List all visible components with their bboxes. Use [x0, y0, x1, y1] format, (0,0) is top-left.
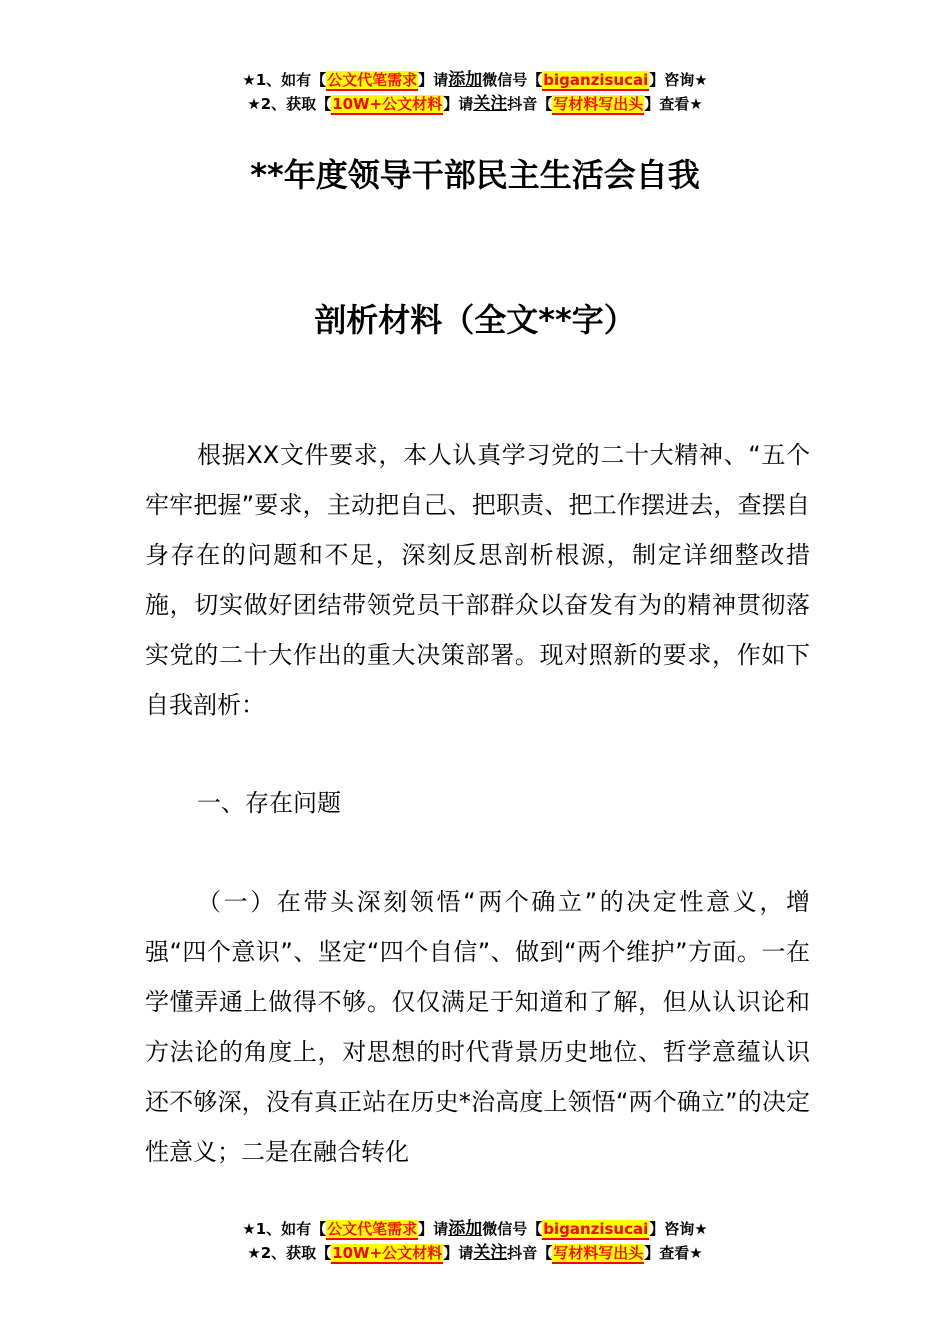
promo-line-2-mid2: 抖音【: [507, 95, 553, 113]
promo-highlight-wechat-id: biganzisucai: [543, 71, 649, 89]
promo-line-1-mid: 】请: [418, 71, 449, 89]
promo-emphasis-add: 添加: [448, 1219, 483, 1239]
promo-line-1-prefix: ★1、如有【: [242, 1220, 327, 1238]
promo-highlight-douyin: 写材料写出头: [553, 95, 644, 113]
problem-paragraph-1: （一）在带头深刻领悟“两个确立”的决定性意义，增强“四个意识”、坚定“四个自信”、做到“两个维护”方面。一在学懂弄通上做得不够。仅仅满足于知道和了解，但从认识论和方法论的角度上，对思想的时代背景历史地位、哲学意蕴认识还不够深，没有真正站在历史*治高度上领悟“两个确立”的决定性意义；二是在融合转化: [145, 888, 810, 1166]
promo-highlight-service: 公文代笔需求: [327, 71, 418, 89]
promo-line-1-prefix: ★1、如有【: [242, 71, 327, 89]
promo-line-1-mid2: 微信号【: [482, 71, 543, 89]
document-title-line-2: 剖析材料（全文**字）: [314, 301, 636, 339]
promo-highlight-douyin: 写材料写出头: [553, 1244, 644, 1262]
promo-line-1-suffix: 】咨询★: [649, 71, 708, 89]
document-title-line-1: **年度领导干部民主生活会自我: [250, 156, 700, 194]
promo-line-2-prefix: ★2、获取【: [247, 95, 332, 113]
promo-emphasis-add: 添加: [448, 70, 483, 90]
promo-banner-top: [0, 68, 950, 116]
promo-line-1: [0, 68, 950, 92]
promo-line-1-suffix: 】咨询★: [649, 1220, 708, 1238]
intro-paragraph: 根据XX文件要求，本人认真学习党的二十大精神、“五个牢牢把握”要求，主动把自己、把职责、把工作摆进去，查摆自身存在的问题和不足，深刻反思剖析根源，制定详细整改措施，切实做好团结带领党员干部群众以奋发有为的精神贯彻落实党的二十大作出的重大决策部署。现对照新的要求，作如下自我剖析：: [145, 441, 810, 719]
promo-highlight-wechat-id: biganzisucai: [543, 1220, 649, 1238]
promo-line-2-prefix: ★2、获取【: [247, 1244, 332, 1262]
promo-line-2-mid2: 抖音【: [507, 1244, 553, 1262]
promo-line-1-mid2: 微信号【: [482, 1220, 543, 1238]
promo-emphasis-follow: 关注: [473, 94, 508, 114]
promo-line-2: [0, 92, 950, 116]
promo-line-2-mid: 】请: [443, 95, 474, 113]
promo-line-2: [0, 1241, 950, 1265]
promo-line-2-suffix: 】查看★: [644, 1244, 703, 1262]
promo-line-1-mid: 】请: [418, 1220, 449, 1238]
promo-line-2-mid: 】请: [443, 1244, 474, 1262]
promo-highlight-materials: 10W+公文材料: [332, 1244, 443, 1262]
promo-highlight-materials: 10W+公文材料: [332, 95, 443, 113]
promo-banner-bottom: [0, 1217, 950, 1265]
promo-line-2-suffix: 】查看★: [644, 95, 703, 113]
promo-highlight-service: 公文代笔需求: [327, 1220, 418, 1238]
promo-emphasis-follow: 关注: [473, 1243, 508, 1263]
promo-line-1: [0, 1217, 950, 1241]
section-heading-problems: 一、存在问题: [197, 789, 341, 817]
